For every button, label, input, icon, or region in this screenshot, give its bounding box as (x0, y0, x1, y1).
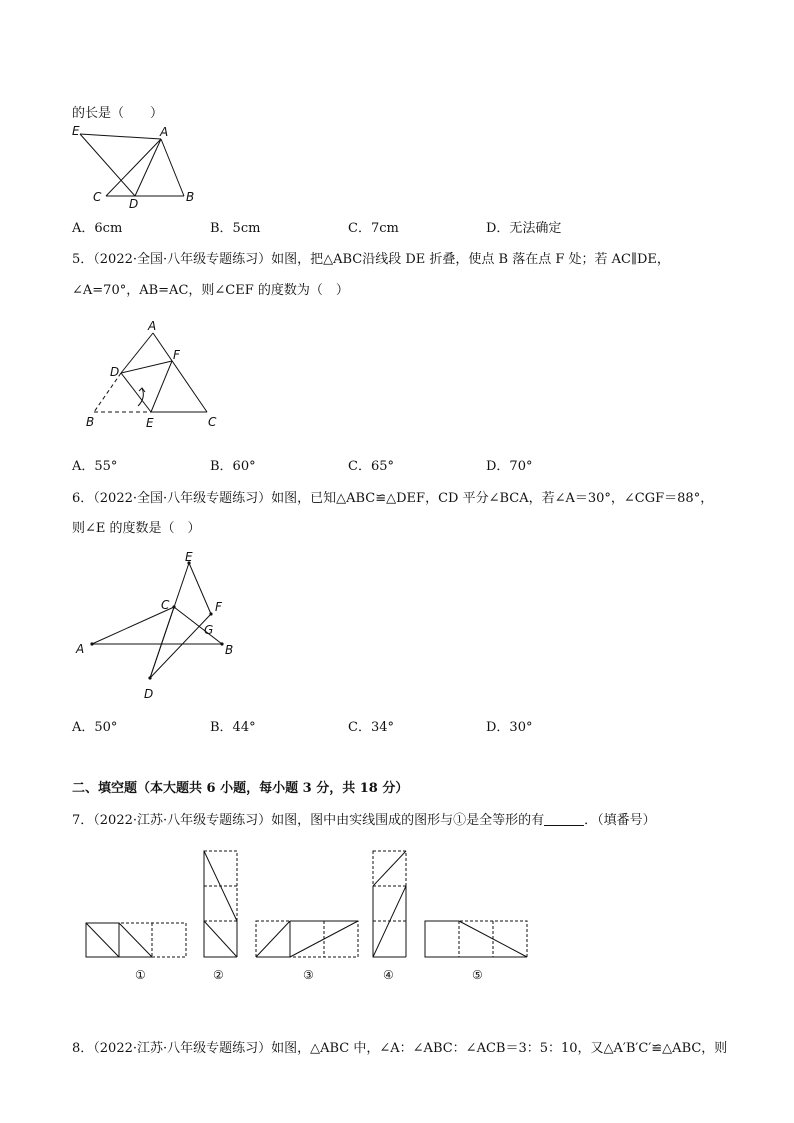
q4-option-a[interactable]: A．6cm (72, 221, 123, 236)
q5-label-c: C (208, 415, 217, 429)
q6-option-b[interactable]: B．44° (210, 720, 256, 735)
q7-shape-3 (256, 921, 358, 957)
q4-option-b[interactable]: B．5cm (210, 221, 261, 236)
q7-shape-4 (373, 851, 406, 957)
q6-label-g: G (204, 623, 214, 637)
q6-label-d: D (144, 687, 154, 701)
q6-label-c: C (161, 598, 170, 612)
q5-option-d[interactable]: D．70° (486, 459, 533, 474)
q6-label-f: F (215, 600, 222, 614)
q7-label-4: ④ (383, 968, 394, 982)
q6-stem-line2: 则∠E 的度数是（ ） (72, 521, 201, 536)
q4-label-d: D (129, 197, 139, 210)
q7-shape-2 (204, 851, 237, 957)
q4-label-a: A (160, 125, 169, 139)
q8-stem-line1: 8．（2022·江苏·八年级专题练习）如图，△ABC 中，∠A：∠ABC：∠ACB＝3：5：10，又△A′B′C′≌△ABC，则 (72, 1041, 728, 1056)
q6-label-e: E (185, 550, 193, 564)
q4-stem-tail: 的长是（ ） (72, 106, 164, 121)
q7-label-5: ⑤ (472, 968, 483, 982)
q5-stem-line2: ∠A=70°，AB=AC，则∠CEF 的度数为（ ） (72, 283, 349, 298)
q5-option-c[interactable]: C．65° (348, 459, 394, 474)
q6-label-b: B (225, 643, 234, 657)
q4-label-e: E (72, 124, 80, 138)
q7-shape-5 (425, 921, 527, 957)
q4-option-c[interactable]: C．7cm (348, 221, 399, 236)
q7-answer-blank[interactable] (544, 813, 584, 826)
q5-option-b[interactable]: B．60° (210, 459, 256, 474)
q4-options (72, 217, 772, 235)
q5-label-f: F (173, 348, 180, 362)
q5-label-b: B (86, 415, 95, 429)
q4-label-b: B (186, 190, 195, 204)
q7-stem (72, 809, 656, 828)
q6-stem-line1: 6．（2022·全国·八年级专题练习）如图，已知△ABC≌△DEF，CD 平分∠BCA，若∠A＝30°，∠CGF＝88°， (72, 491, 714, 506)
q7-figure (80, 845, 540, 990)
q7-label-3: ③ (303, 968, 314, 982)
q5-stem-line1: 5．（2022·全国·八年级专题练习）如图，把△ABC沿线段 DE 折叠，使点 B 落在点 F 处；若 AC∥DE， (72, 252, 670, 267)
q7-stem-after: ．（填番号） (584, 813, 656, 828)
q4-option-d[interactable]: D．无法确定 (486, 221, 562, 236)
q7-shape-1 (86, 923, 186, 957)
q7-label-1: ① (135, 968, 146, 982)
q4-label-c: C (93, 190, 102, 204)
q6-label-a: A (76, 642, 85, 656)
q5-label-d: D (110, 365, 120, 379)
section-title: 二、填空题（本大题共 6 小题，每小题 3 分，共 18 分） (72, 781, 409, 796)
q6-option-d[interactable]: D．30° (486, 720, 533, 735)
q7-stem-before: 7．（2022·江苏·八年级专题练习）如图，图中由实线围成的图形与①是全等形的有 (72, 813, 545, 828)
q5-label-a: A (148, 319, 157, 333)
q6-option-a[interactable]: A．50° (72, 720, 118, 735)
q4-figure (66, 122, 206, 210)
q6-option-c[interactable]: C．34° (348, 720, 394, 735)
q6-figure (70, 548, 250, 704)
q6-options (72, 716, 772, 734)
q5-label-e: E (146, 416, 154, 430)
q5-options (72, 455, 772, 473)
q5-option-a[interactable]: A．55° (72, 459, 118, 474)
q7-label-2: ② (213, 968, 224, 982)
q5-figure (80, 318, 230, 432)
